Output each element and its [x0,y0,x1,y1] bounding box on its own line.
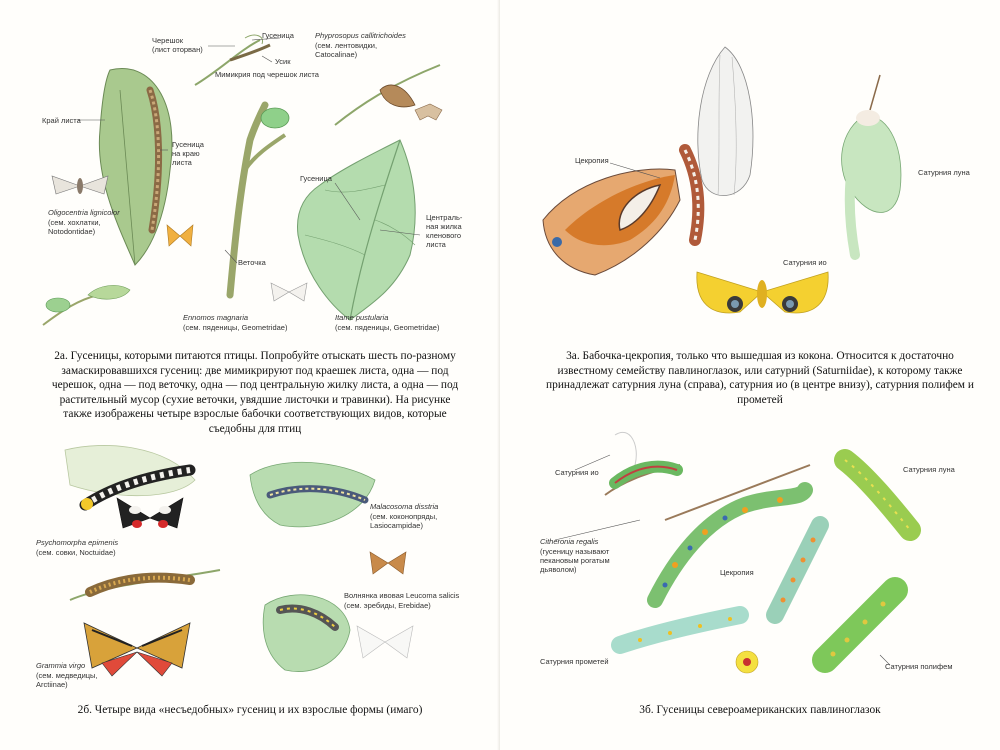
label-phyrosopus-family: (сем. лентовидки, Catocalinae) [315,41,378,59]
illustration-grammia-moth [82,618,192,678]
label-io-3b: Сатурния ио [555,468,599,477]
illustration-malacosoma-leaf [240,455,380,535]
label-twig: Веточка [238,258,266,267]
caption-2b: 2б. Четыре вида «несъедобных» гусениц и их взрослые формы (имаго) [77,704,423,716]
label-ennomos-family: (сем. пяденицы, Geometridae) [183,323,288,332]
label-citheronia-name: Citheronia regalis [540,537,599,546]
label-leucoma-family: (сем. эребиды, Erebidae) [344,601,431,610]
label-luna-3a: Сатурния луна [918,168,970,177]
label-psychomorpha-family: (сем. совки, Noctuidae) [36,548,116,557]
caption-3a: 3а. Бабочка-цекропия, только что вышедшая из кокона. Относится к достаточно известному семейству павлиноглазок, или сатурний (Saturniidae), к которому также принадлежат сатурния луна (справа), сатурния ио (в центре внизу), сатурния полифем и прометей [546,350,974,406]
label-oligocentria-name: Oligocentria lignicolor [48,208,120,217]
illustration-grammia-caterpillar [65,560,225,610]
label-itame-family: (сем. пяденицы, Geometridae) [335,323,440,332]
illustration-psychomorpha-moth [115,494,185,542]
label-malacosoma-family: (сем. коконопряды, Lasiocampidae) [370,512,438,530]
label-cecropia-3b: Цекропия [720,568,754,577]
label-leaf-edge: Край листа [42,116,81,125]
label-oligocentria-family: (сем. хохлатки, Notodontidae) [48,218,101,236]
label-grammia-name: Grammia virgo [36,661,86,670]
illustration-malacosoma-moth [368,548,408,578]
label-caterpillar-vein: Гусеница [300,174,332,183]
label-malacosoma-name: Malacosoma disstria [370,502,439,511]
label-caterpillar-edge: Гусеница на краю листа [172,140,204,167]
label-mimicry: Мимикрия под черешок листа [215,70,319,79]
label-caterpillar-top: Гусеница [262,31,294,40]
label-cecropia-3a: Цекропия [575,156,609,165]
label-itame-name: Itame pustularia [335,313,389,322]
label-vein: Централь- ная жилка кленового листа [426,213,463,249]
illustration-leucoma-leaf [255,585,355,680]
label-ennomos-name: Ennomos magnaria [183,313,249,322]
label-phyrosopus-name: Phyprosopus callitrichoides [315,31,406,40]
label-leucoma-name: Волнянка ивовая Leucoma salicis [344,591,460,600]
label-petiole: Черешок (лист оторван) [152,36,203,54]
caption-3b: 3б. Гусеницы североамериканских павлиноглазок [639,704,881,716]
caption-2a: 2а. Гусеницы, которыми питаются птицы. Попробуйте отыскать шесть по-разному замаскировавшихся гусениц: две мимикрируют под краешек листа, одна — под черешок, одна — под веточку, одна — под центральную жилку листа, а одна — под растительный мусор (сухие веточки, увядшие листочки и травинки). На рисунке также изображены четыре взрослые бабочки соответствующих видов, которые съедобны для птиц [51,350,459,435]
label-io-3a: Сатурния ио [783,258,827,267]
label-psychomorpha-name: Psychomorpha epimenis [36,538,119,547]
leader-lines-2a [0,0,500,340]
label-tendril: Усик [275,57,291,66]
label-luna-3b: Сатурния луна [903,465,955,474]
illustration-leucoma-moth [355,620,415,665]
label-polyphemus: Сатурния полифем [885,662,953,671]
label-citheronia-note: (гусеницу называют пекановым рогатым дьяволом) [540,547,610,574]
label-grammia-family: (сем. медведицы, Arctiinae) [36,671,98,689]
right-page [500,0,1000,750]
label-promethea: Сатурния прометей [540,657,609,666]
